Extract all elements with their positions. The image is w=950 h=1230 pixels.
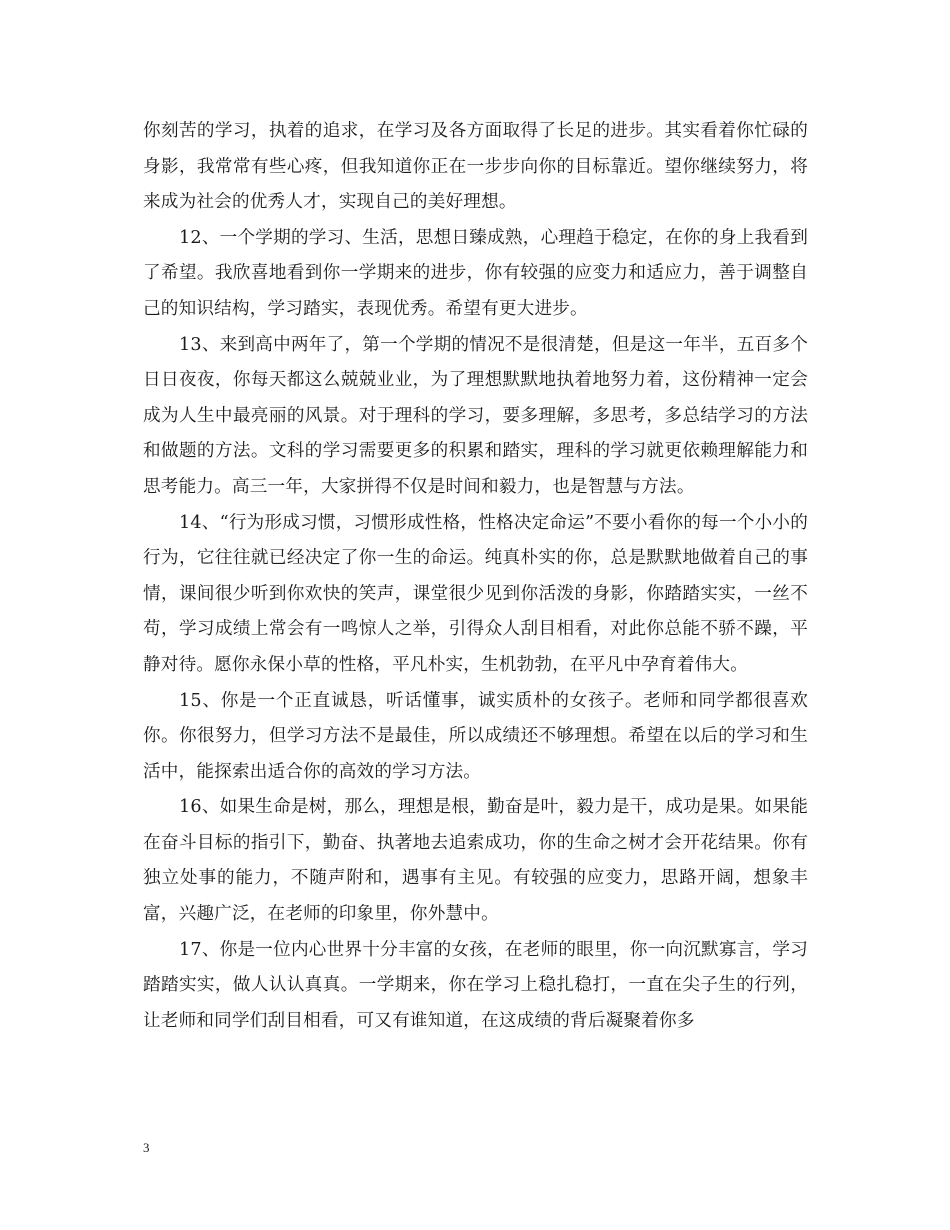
paragraph-item-17: 17、你是一位内心世界十分丰富的女孩，在老师的眼里，你一向沉默寡言，学习踏踏实实，做人认认真真。一学期来，你在学习上稳扎稳打，一直在尖子生的行列，让老师和同学们刮目相看，可又有谁知道，在这成绩的背后凝聚着你多 [143, 939, 808, 1031]
page-number: 3 [143, 1140, 150, 1155]
paragraph-continuation: 你刻苦的学习，执着的追求，在学习及各方面取得了长足的进步。其实看着你忙碌的身影，我常常有些心疼，但我知道你正在一步步向你的目标靠近。望你继续努力，将来成为社会的优秀人才，实现自己的美好理想。 [143, 121, 808, 213]
paragraph-item-12: 12、一个学期的学习、生活，思想日臻成熟，心理趋于稳定，在你的身上我看到了希望。我欣喜地看到你一学期来的进步，你有较强的应变力和适应力，善于调整自己的知识结构，学习踏实，表现优秀。希望有更大进步。 [143, 227, 808, 319]
paragraph-item-14: 14、“行为形成习惯，习惯形成性格，性格决定命运”不要小看你的每一个小小的行为，它往往就已经决定了你一生的命运。纯真朴实的你，总是默默地做着自己的事情，课间很少听到你欢快的笑声，课堂很少见到你活泼的身影，你踏踏实实，一丝不苟，学习成绩上常会有一鸣惊人之举，引得众人刮目相看，对此你总能不骄不躁，平静对待。愿你永保小草的性格，平凡朴实，生机勃勃，在平凡中孕育着伟大。 [143, 512, 808, 675]
document-body [143, 114, 808, 1039]
paragraph-item-13: 13、来到高中两年了，第一个学期的情况不是很清楚，但是这一年半，五百多个日日夜夜，你每天都这么兢兢业业，为了理想默默地执着地努力着，这份精神一定会成为人生中最亮丽的风景。对于理科的学习，要多理解，多思考，多总结学习的方法和做题的方法。文科的学习需要更多的积累和踏实，理科的学习就更依赖理解能力和思考能力。高三一年，大家拼得不仅是时间和毅力，也是智慧与方法。 [143, 334, 808, 497]
paragraph-item-16: 16、如果生命是树，那么，理想是根，勤奋是叶，毅力是干，成功是果。如果能在奋斗目标的指引下，勤奋、执著地去追索成功，你的生命之树才会开花结果。你有独立处事的能力，不随声附和，遇事有主见。有较强的应变力，思路开阔，想象丰富，兴趣广泛，在老师的印象里，你外慧中。 [143, 797, 808, 925]
paragraph-item-15: 15、你是一个正直诚恳，听话懂事，诚实质朴的女孩子。老师和同学都很喜欢你。你很努力，但学习方法不是最佳，所以成绩还不够理想。希望在以后的学习和生活中，能探索出适合你的高效的学习方法。 [143, 690, 808, 782]
